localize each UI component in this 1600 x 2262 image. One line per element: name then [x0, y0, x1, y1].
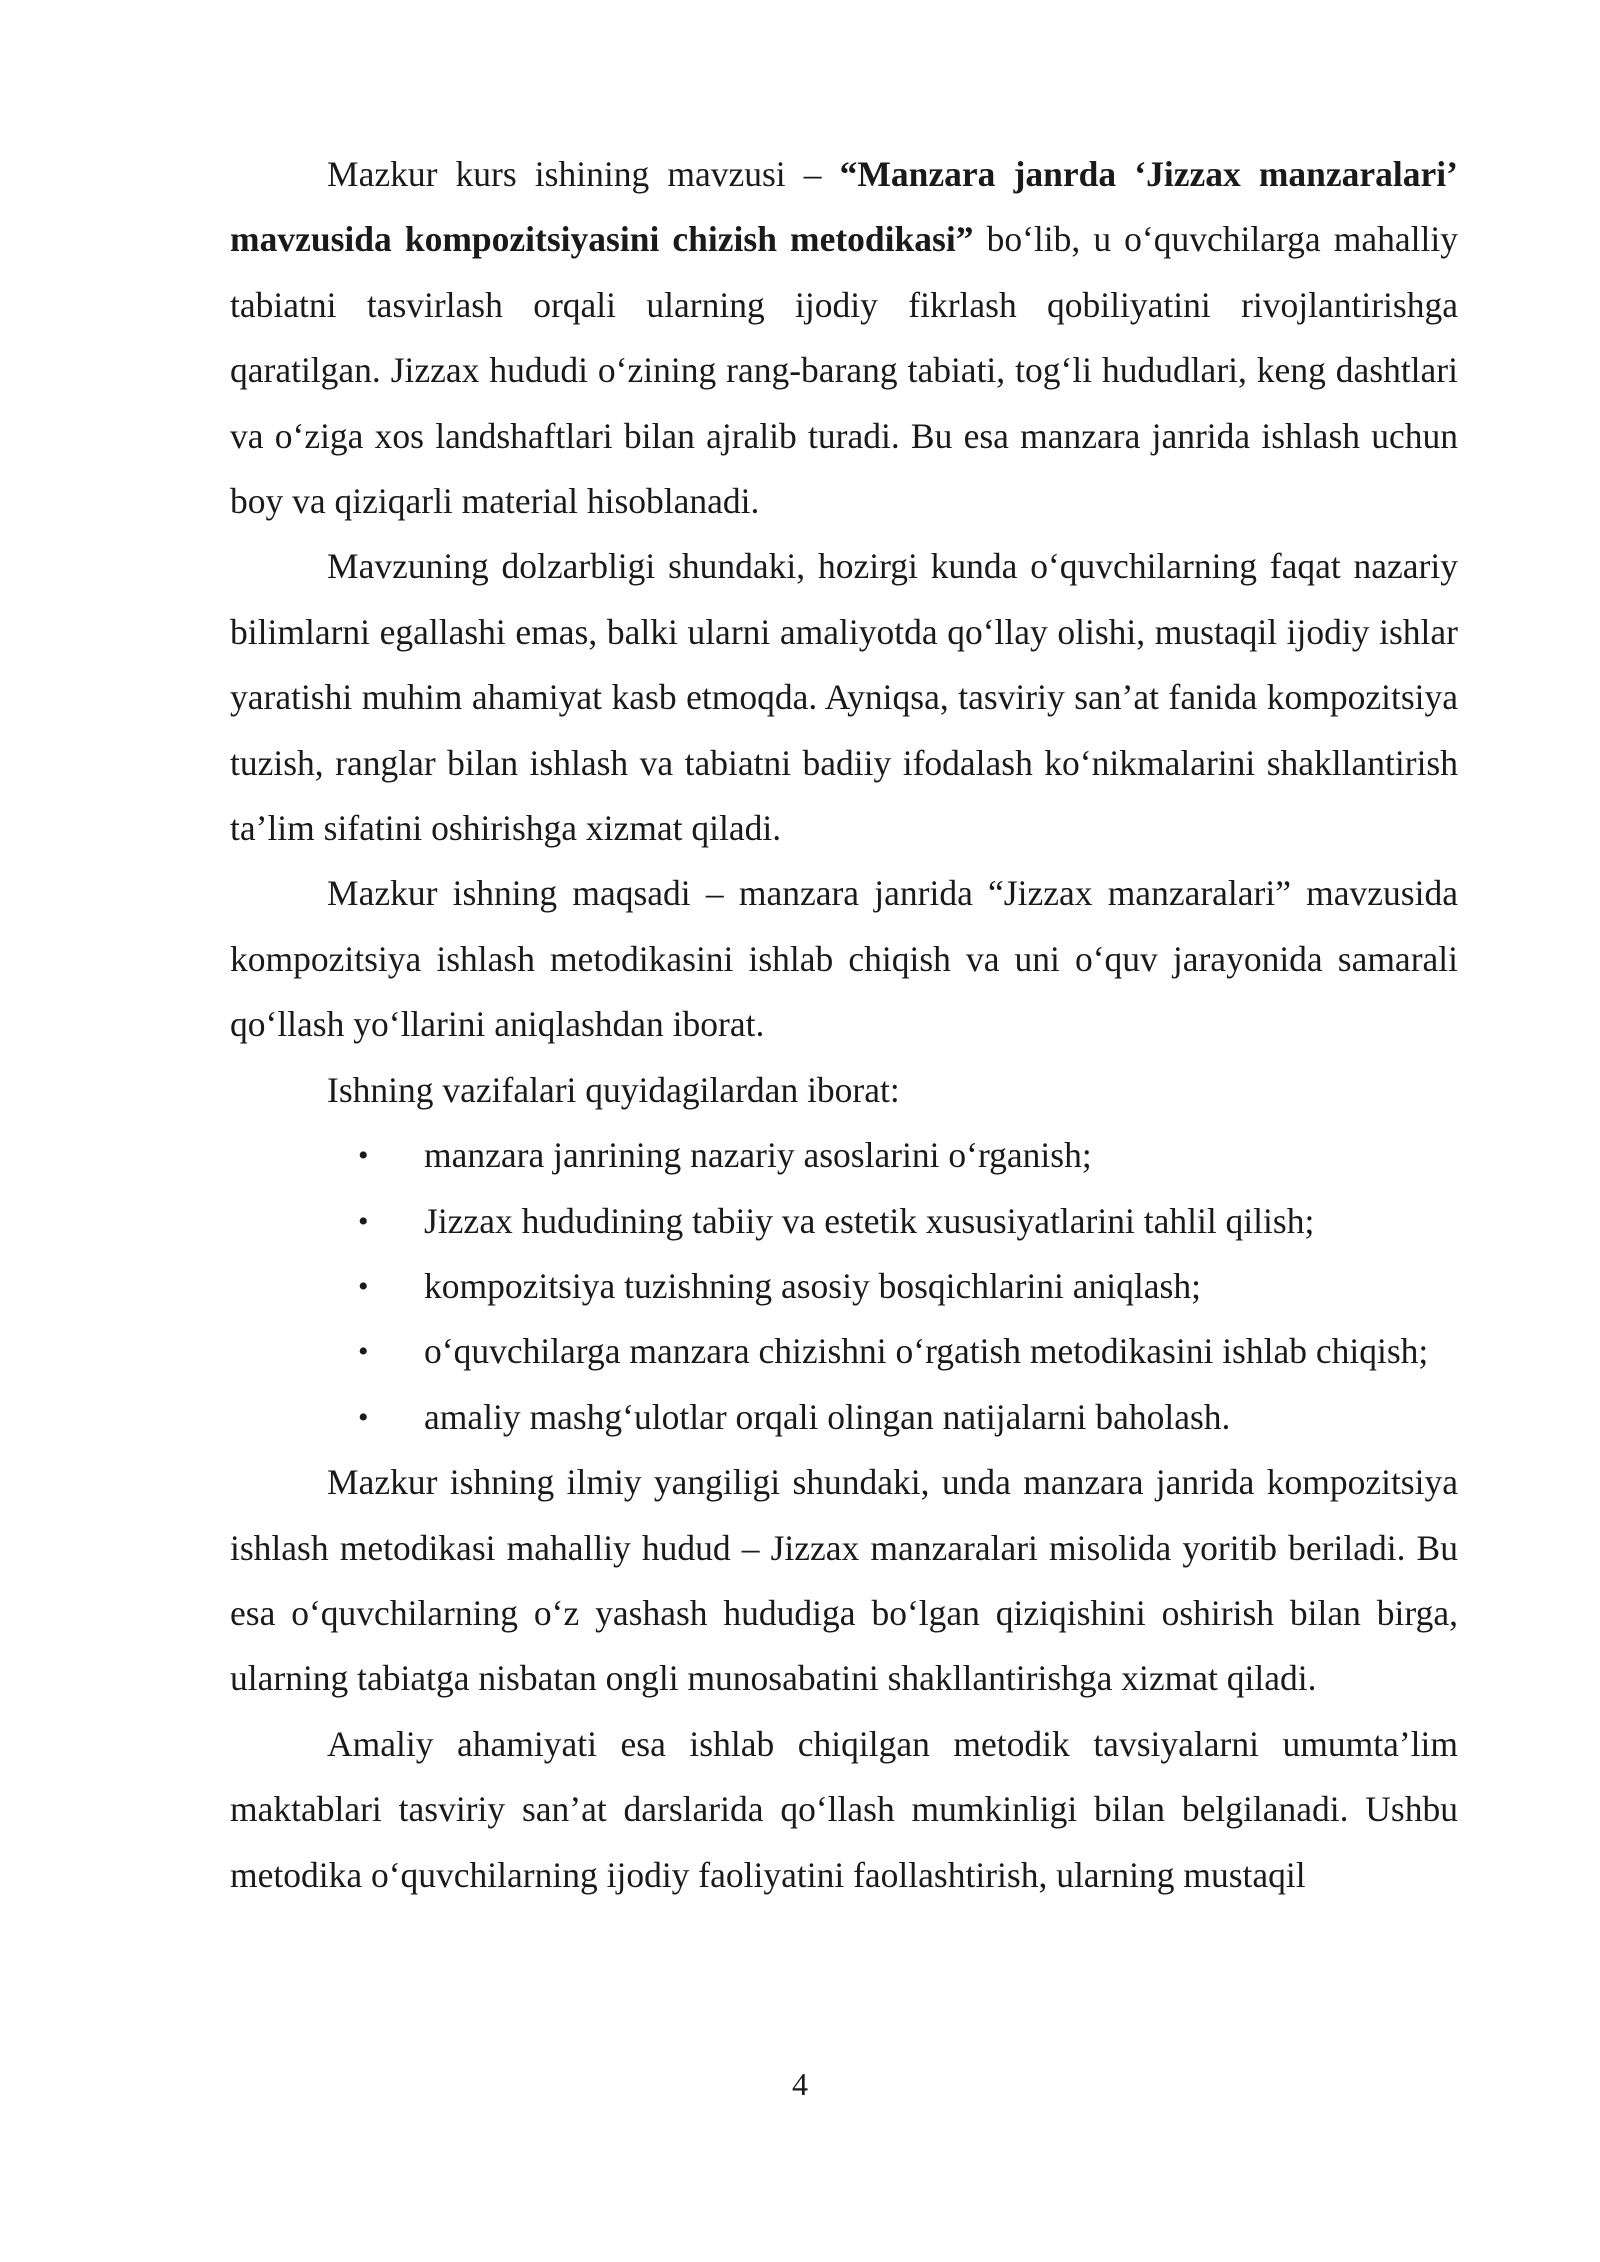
- paragraph-novelty: Mazkur ishning ilmiy yangiligi shundaki, unda manzara janrida kompozitsiya ishlash metodikasi mahalliy hudud – Jizzax manzaralari misolida yoritib beriladi. Bu esa o‘quvchilarning o‘z yashash hududiga bo‘lgan qiziqishini oshirish bilan birga, ularning tabiatga nisbatan ongli munosabatini shakllantirishga xizmat qiladi.: [230, 1462, 1458, 1699]
- bullet-icon: •: [358, 1269, 369, 1303]
- paragraph-practical: Amaliy ahamiyati esa ishlab chiqilgan metodik tavsiyalarni umumta’lim maktablari tasviriy san’at darslarida qo‘llash mumkinligi bilan belgilanadi. Ushbu metodika o‘quvchilarning ijodiy faoliyatini faollashtirish, ularning mustaqil: [230, 1723, 1458, 1895]
- paragraph-goal: Mazkur ishning maqsadi – manzara janrida “Jizzax manzaralari” mavzusida kompozitsiya ishlash metodikasini ishlab chiqish va uni o‘quv jarayonida samarali qo‘llash yo‘llarini aniqlashdan iborat.: [230, 873, 1458, 1045]
- tasks-intro: Ishning vazifalari quyidagilardan iborat:: [327, 1069, 900, 1110]
- task-text: amaliy mashg‘ulotlar orqali olingan natijalarni baholash.: [424, 1396, 1231, 1437]
- list-item: [230, 1189, 1458, 1254]
- list-item: [230, 1123, 1458, 1188]
- bullet-icon: •: [358, 1139, 369, 1173]
- bullet-icon: •: [358, 1400, 369, 1434]
- list-item: [230, 1385, 1458, 1450]
- bullet-icon: •: [358, 1335, 369, 1369]
- topic-suffix: bo‘lib, u o‘quvchilarga mahalliy tabiatni tasvirlash orqali ularning ijodiy fikrlash qobiliyatini rivojlantirishga qaratilgan. Jizzax hududi o‘zining rang-barang tabiati, tog‘li hududlari, keng dashtlari va o‘ziga xos landshaftlari bilan ajralib turadi. Bu esa manzara janrida ishlash uchun boy va qiziqarli material hisoblanadi.: [230, 219, 1458, 522]
- paragraph-relevance: Mavzuning dolzarbligi shundaki, hozirgi kunda o‘quvchilarning faqat nazariy bilimlarni egallashi emas, balki ularni amaliyotda qo‘llay olishi, mustaqil ijodiy ishlar yaratishi muhim ahamiyat kasb etmoqda. Ayniqsa, tasviriy san’at fanida kompozitsiya tuzish, ranglar bilan ishlash va tabiatni badiiy ifodalash ko‘nikmalarini shakllantirish ta’lim sifatini oshirishga xizmat qiladi.: [230, 546, 1458, 849]
- page-number: 4: [792, 2066, 808, 2102]
- list-item: [230, 1254, 1458, 1319]
- task-text: o‘quvchilarga manzara chizishni o‘rgatish metodikasini ishlab chiqish;: [424, 1331, 1429, 1372]
- task-text: kompozitsiya tuzishning asosiy bosqichlarini aniqlash;: [424, 1265, 1201, 1306]
- list-item: [230, 1319, 1458, 1384]
- topic-prefix: Mazkur kurs ishining mavzusi –: [327, 154, 840, 194]
- paragraph-topic: [230, 142, 1458, 534]
- tasks-list: [230, 1123, 1458, 1450]
- topic-title: “Manzara janrda ‘Jizzax manzaralari’ mavzusida kompozitsiyasini chizish metodikasi”: [230, 154, 1458, 260]
- task-text: manzara janrining nazariy asoslarini o‘rganish;: [424, 1135, 1092, 1176]
- bullet-icon: •: [358, 1204, 369, 1238]
- document-page: [230, 142, 1458, 1908]
- task-text: Jizzax hududining tabiiy va estetik xususiyatlarini tahlil qilish;: [424, 1200, 1315, 1241]
